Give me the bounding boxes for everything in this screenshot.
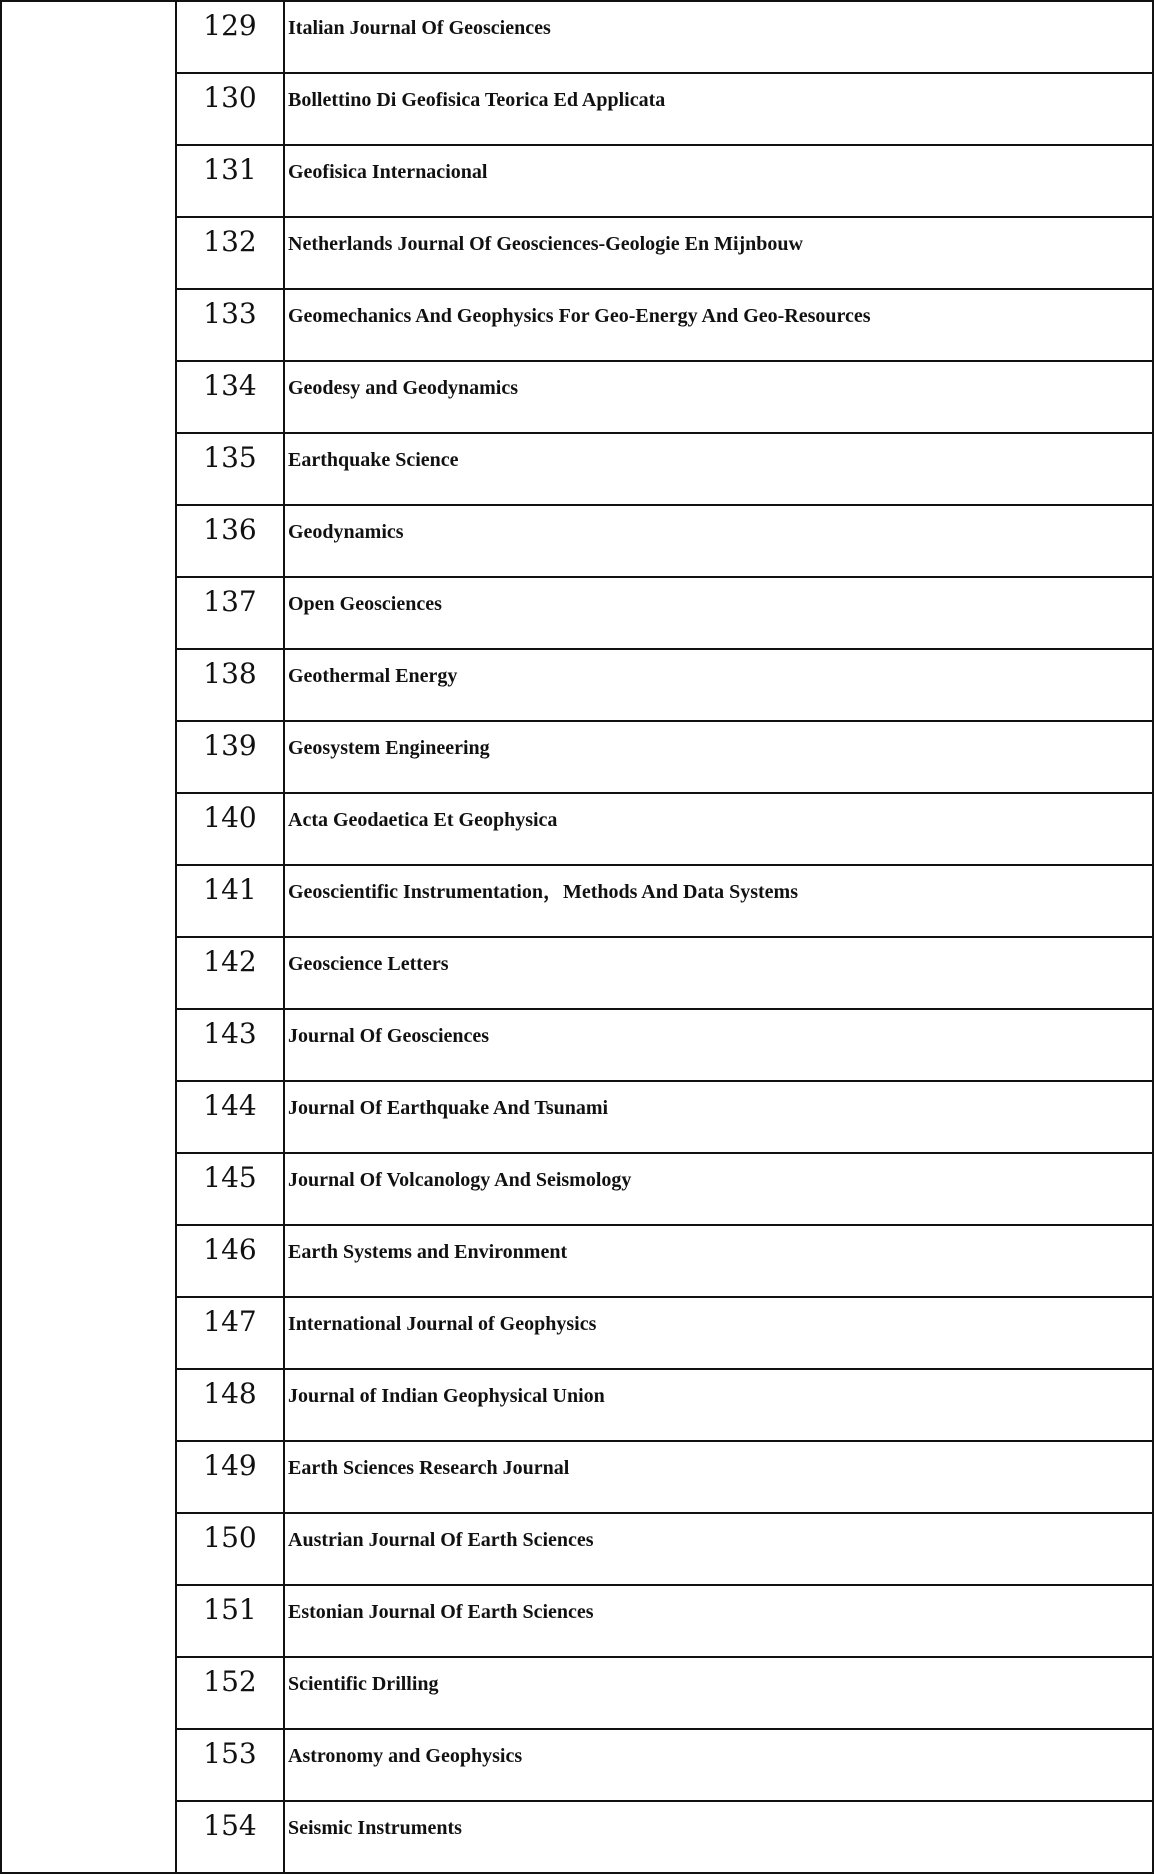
row-number: 147 xyxy=(176,1297,284,1369)
row-number: 153 xyxy=(176,1729,284,1801)
journal-title: Earth Sciences Research Journal xyxy=(284,1441,1153,1513)
journal-title: Geoscience Letters xyxy=(284,937,1153,1009)
row-number: 146 xyxy=(176,1225,284,1297)
row-number: 129 xyxy=(176,1,284,73)
journal-title: Bollettino Di Geofisica Teorica Ed Applicata xyxy=(284,73,1153,145)
journal-title: Journal Of Earthquake And Tsunami xyxy=(284,1081,1153,1153)
row-number: 136 xyxy=(176,505,284,577)
row-number: 132 xyxy=(176,217,284,289)
journal-title: Journal Of Geosciences xyxy=(284,1009,1153,1081)
row-number: 141 xyxy=(176,865,284,937)
journal-title: Estonian Journal Of Earth Sciences xyxy=(284,1585,1153,1657)
journal-title: Open Geosciences xyxy=(284,577,1153,649)
journal-title: Geofisica Internacional xyxy=(284,145,1153,217)
journal-title: Journal Of Volcanology And Seismology xyxy=(284,1153,1153,1225)
row-number: 149 xyxy=(176,1441,284,1513)
journal-title: Geodynamics xyxy=(284,505,1153,577)
journal-title: International Journal of Geophysics xyxy=(284,1297,1153,1369)
row-number: 148 xyxy=(176,1369,284,1441)
row-number: 137 xyxy=(176,577,284,649)
journal-title: Acta Geodaetica Et Geophysica xyxy=(284,793,1153,865)
journal-title: Geothermal Energy xyxy=(284,649,1153,721)
journal-title: Earthquake Science xyxy=(284,433,1153,505)
journal-title: Seismic Instruments xyxy=(284,1801,1153,1873)
journal-title: Netherlands Journal Of Geosciences-Geologie En Mijnbouw xyxy=(284,217,1153,289)
row-number: 130 xyxy=(176,73,284,145)
row-number: 150 xyxy=(176,1513,284,1585)
journal-title: Journal of Indian Geophysical Union xyxy=(284,1369,1153,1441)
journal-title: Austrian Journal Of Earth Sciences xyxy=(284,1513,1153,1585)
journal-title: Geoscientific Instrumentation，Methods And Data Systems xyxy=(284,865,1153,937)
row-number: 154 xyxy=(176,1801,284,1873)
table-row xyxy=(1,1,1153,73)
journal-title: Earth Systems and Environment xyxy=(284,1225,1153,1297)
journal-title: Italian Journal Of Geosciences xyxy=(284,1,1153,73)
row-number: 140 xyxy=(176,793,284,865)
row-number: 131 xyxy=(176,145,284,217)
row-number: 143 xyxy=(176,1009,284,1081)
journal-title: Scientific Drilling xyxy=(284,1657,1153,1729)
journal-title: Astronomy and Geophysics xyxy=(284,1729,1153,1801)
journal-title: Geosystem Engineering xyxy=(284,721,1153,793)
journal-title: Geodesy and Geodynamics xyxy=(284,361,1153,433)
row-number: 151 xyxy=(176,1585,284,1657)
row-number: 133 xyxy=(176,289,284,361)
category-cell xyxy=(1,1,176,1873)
row-number: 134 xyxy=(176,361,284,433)
row-number: 144 xyxy=(176,1081,284,1153)
journal-table-body xyxy=(1,1,1153,1873)
row-number: 145 xyxy=(176,1153,284,1225)
row-number: 152 xyxy=(176,1657,284,1729)
row-number: 139 xyxy=(176,721,284,793)
row-number: 135 xyxy=(176,433,284,505)
journal-title: Geomechanics And Geophysics For Geo-Energy And Geo-Resources xyxy=(284,289,1153,361)
row-number: 142 xyxy=(176,937,284,1009)
row-number: 138 xyxy=(176,649,284,721)
